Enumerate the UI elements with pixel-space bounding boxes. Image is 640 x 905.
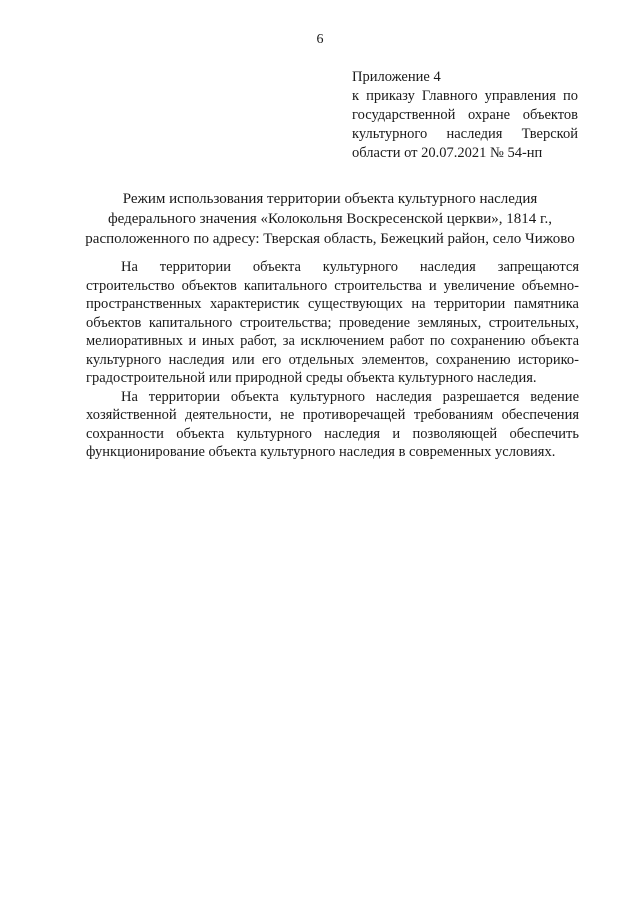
body-line: На территории объекта культурного наследия запрещаются [121, 259, 579, 275]
body-line: объектов капитального строительства; проведение земляных, строительных, [86, 314, 579, 331]
appendix-line: к приказу Главного управления по [352, 88, 578, 104]
document-body [86, 258, 579, 462]
body-line: На территории объекта культурного наследия разрешается ведение [121, 388, 579, 405]
appendix-line: культурного наследия Тверской [352, 126, 578, 142]
body-line: строительство объектов капитального строительства и увеличение объемно- [86, 277, 579, 294]
title-line: федерального значения «Колокольня Воскресенской церкви», 1814 г., [107, 211, 553, 227]
document-title [60, 189, 600, 249]
body-line: градостроительной или природной среды объекта культурного наследия. [86, 370, 537, 386]
appendix-line: государственной охране объектов [352, 107, 578, 123]
paragraph-permissions [86, 388, 579, 462]
body-line: пространственных характеристик существующих на территории памятника [86, 296, 579, 312]
body-line: мелиоративных и иных работ, за исключением работ по сохранению объекта [86, 333, 579, 349]
body-line: культурного наследия или его отдельных элементов, сохранению историко- [86, 351, 579, 368]
title-line: расположенного по адресу: Тверская область, Бежецкий район, село Чижово [85, 231, 575, 247]
appendix-header [352, 68, 578, 163]
body-line: сохранности объекта культурного наследия и позволяющей обеспечить [86, 425, 579, 442]
paragraph-prohibitions [86, 258, 579, 388]
appendix-line: области от 20.07.2021 № 54-нп [352, 145, 543, 161]
page-number: 6 [316, 32, 324, 47]
title-line: Режим использования территории объекта культурного наследия [122, 191, 538, 207]
appendix-line: Приложение 4 [352, 69, 441, 85]
body-line: функционирование объекта культурного наследия в современных условиях. [86, 444, 556, 460]
body-line: хозяйственной деятельности, не противоречащей требованиям обеспечения [86, 407, 579, 423]
